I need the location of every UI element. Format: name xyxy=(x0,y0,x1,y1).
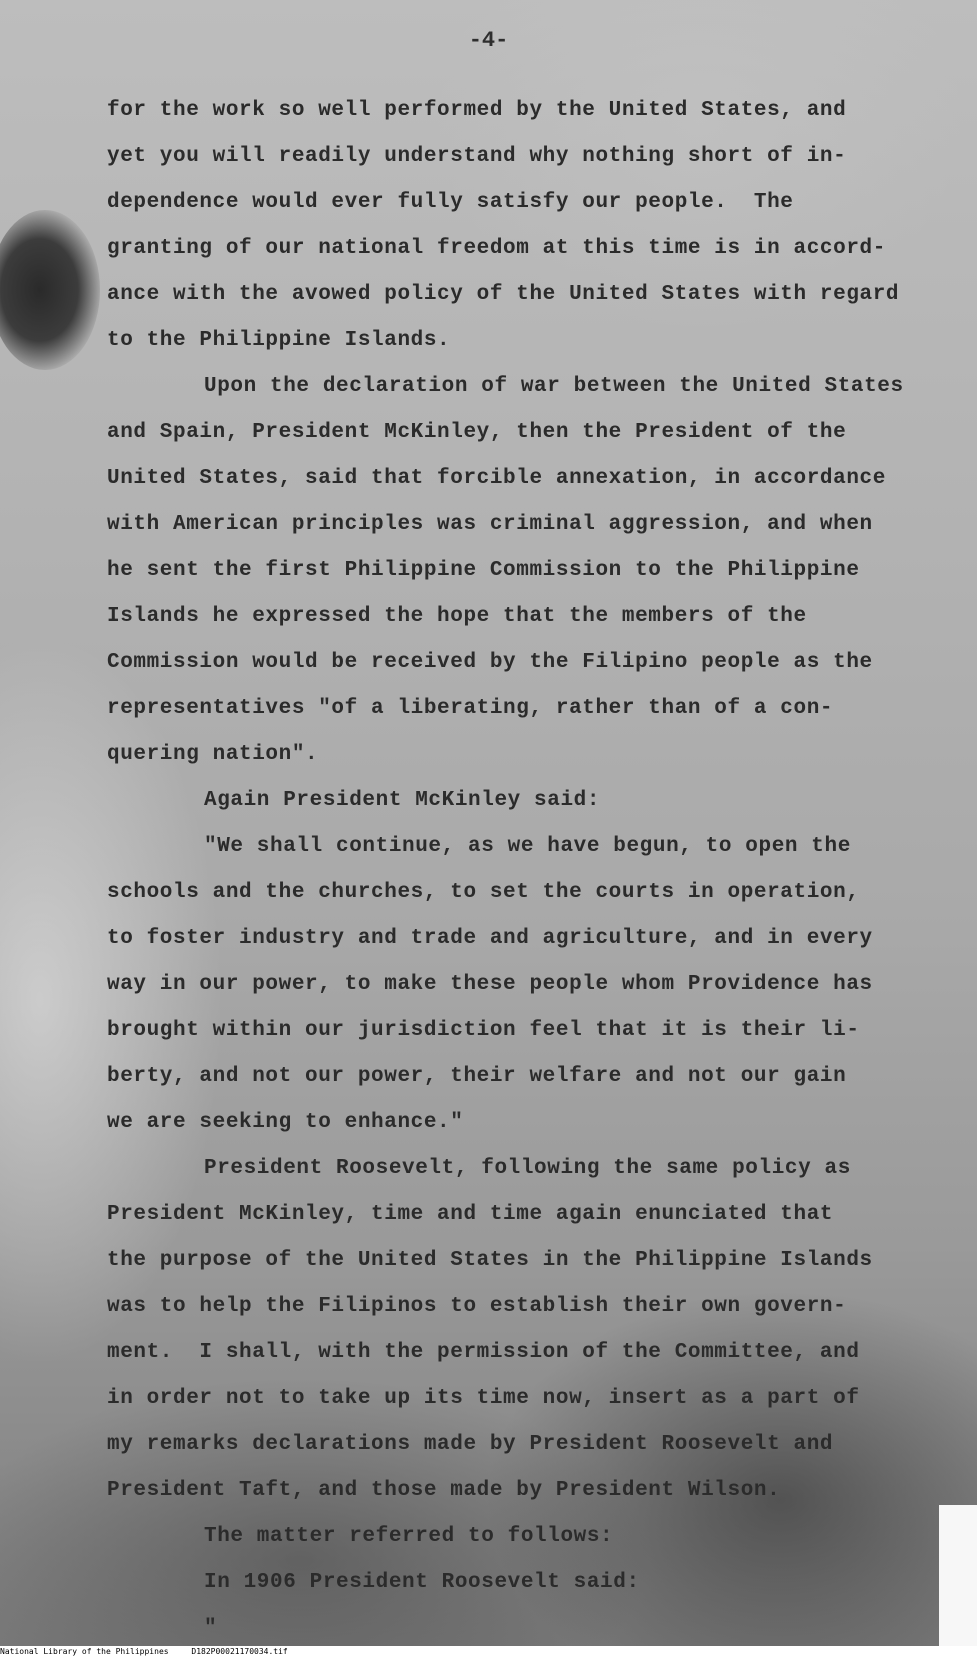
text-line: the purpose of the United States in the Philippine Islands xyxy=(107,1249,873,1272)
footer-file: D182P00021170034.tif xyxy=(191,1647,288,1656)
text-line: yet you will readily understand why nothing short of in- xyxy=(107,145,847,168)
text-line: schools and the churches, to set the courts in operation, xyxy=(107,881,860,904)
typed-text-body xyxy=(107,88,947,1652)
text-line: for the work so well performed by the United States, and xyxy=(107,99,847,122)
quote-open-line: " xyxy=(204,1617,218,1640)
paragraph-start-line: President Roosevelt, following the same policy as xyxy=(204,1157,851,1180)
text-line: President Taft, and those made by President Wilson. xyxy=(107,1479,781,1502)
text-line: ment. I shall, with the permission of the Committee, and xyxy=(107,1341,860,1364)
ink-smudge xyxy=(0,210,100,370)
text-line: he sent the first Philippine Commission to the Philippine xyxy=(107,559,860,582)
text-line: in order not to take up its time now, insert as a part of xyxy=(107,1387,860,1410)
text-line: United States, said that forcible annexation, in accordance xyxy=(107,467,886,490)
text-line: way in our power, to make these people whom Providence has xyxy=(107,973,873,996)
text-line: Commission would be received by the Filipino people as the xyxy=(107,651,873,674)
quote-start-line: "We shall continue, as we have begun, to open the xyxy=(204,835,851,858)
text-line: brought within our jurisdiction feel that it is their li- xyxy=(107,1019,860,1042)
text-line: and Spain, President McKinley, then the President of the xyxy=(107,421,847,444)
text-line: dependence would ever fully satisfy our people. The xyxy=(107,191,794,214)
text-line: granting of our national freedom at this time is in accord- xyxy=(107,237,886,260)
page-number: -4- xyxy=(468,28,509,53)
text-line: to foster industry and trade and agriculture, and in every xyxy=(107,927,873,950)
text-line: President McKinley, time and time again enunciated that xyxy=(107,1203,834,1226)
text-line: was to help the Filipinos to establish their own govern- xyxy=(107,1295,847,1318)
scan-footer xyxy=(0,1646,977,1658)
text-line: berty, and not our power, their welfare and not our gain xyxy=(107,1065,847,1088)
text-line: quering nation". xyxy=(107,743,319,766)
text-line: we are seeking to enhance." xyxy=(107,1111,464,1134)
paragraph-start-line: Upon the declaration of war between the United States xyxy=(204,375,904,398)
text-line: ance with the avowed policy of the United States with regard xyxy=(107,283,900,306)
paragraph-start-line: In 1906 President Roosevelt said: xyxy=(204,1571,640,1594)
text-line: my remarks declarations made by President Roosevelt and xyxy=(107,1433,834,1456)
text-line: Islands he expressed the hope that the members of the xyxy=(107,605,807,628)
text-line: representatives "of a liberating, rather than of a con- xyxy=(107,697,834,720)
text-line: to the Philippine Islands. xyxy=(107,329,451,352)
paragraph-start-line: Again President McKinley said: xyxy=(204,789,601,812)
footer-source: National Library of the Philippines xyxy=(0,1647,169,1656)
paragraph-start-line: The matter referred to follows: xyxy=(204,1525,614,1548)
text-line: with American principles was criminal aggression, and when xyxy=(107,513,873,536)
